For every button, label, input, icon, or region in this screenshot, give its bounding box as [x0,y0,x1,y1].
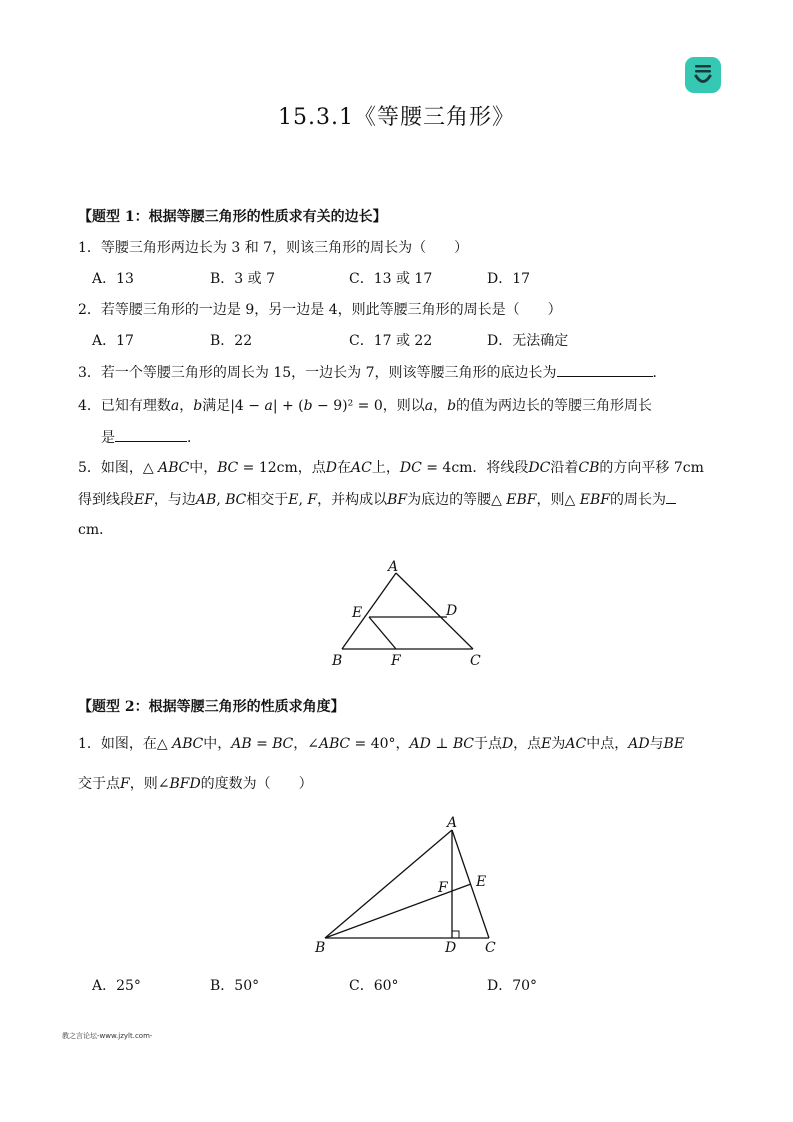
question-1-5-line1: 5．如图，△ 𝐴𝐵𝐶中，𝐵𝐶 = 12cm，点𝐷在𝐴𝐶上，𝐷𝐶 = 4cm．将线段𝐷𝐶沿着𝐶𝐵的方向平移 7cm [78,460,704,476]
q1-3-end: ． [652,365,667,381]
answer-blank[interactable] [557,362,653,377]
q1-2-option-a: A．17 [92,333,134,349]
q2-1-option-b: B．50° [210,978,260,994]
question-1-4-line1: 4．已知有理数𝑎，𝑏满足|4 − 𝑎| + (𝑏 − 9)² = 0，则以𝑎，𝑏的值为两边长的等腰三角形周长 [78,398,653,414]
question-1-3 [78,362,667,383]
q1-2-option-b: B．22 [210,333,253,349]
q2-1-option-a: A．25° [92,978,141,994]
question-1-2: 2．若等腰三角形的一边是 9，另一边是 4，则此等腰三角形的周长是（ ） [78,302,562,318]
fig2-label-a: A [447,815,458,831]
figure-2 [305,808,505,958]
segment-ab [325,830,452,938]
figure-1 [320,555,495,670]
logo-icon [685,57,721,93]
q1-4-text: 是 [101,430,115,446]
question-2-1-line1: 1．如图，在△ 𝐴𝐵𝐶中，𝐴𝐵 = 𝐵𝐶，∠𝐴𝐵𝐶 = 40°，𝐴𝐷 ⊥ 𝐵𝐶于点𝐷，点𝐸为𝐴𝐶中点，𝐴𝐷与𝐵𝐸 [78,736,685,752]
page-title: 15.3.1《等腰三角形》 [278,105,515,130]
fig1-label-f: F [391,653,401,669]
fig2-label-b: B [315,940,326,956]
segment-be [325,884,471,938]
segment-ac [396,573,473,649]
answer-blank[interactable] [666,489,676,504]
q1-2-option-d: D．无法确定 [487,333,569,349]
segment-ef [369,617,396,649]
q1-1-option-d: D．17 [487,271,531,287]
fig2-label-e: E [476,874,487,890]
q1-1-option-b: B．3 或 7 [210,271,276,287]
fig2-label-f: F [438,880,448,896]
q2-1-option-c: C．60° [349,978,399,994]
site-logo [685,57,721,93]
question-1-4-line2 [101,427,201,448]
fig1-label-d: D [446,603,458,619]
section-2-heading: 【题型 2：根据等腰三角形的性质求角度】 [78,699,345,715]
q1-5-text: 得到线段𝐸𝐹，与边𝐴𝐵, 𝐵𝐶相交于𝐸, 𝐹，并构成以𝐵𝐹为底边的等腰△ 𝐸𝐵𝐹，则△ 𝐸𝐵𝐹的周长为 [78,492,666,508]
question-1-1: 1．等腰三角形两边长为 3 和 7，则该三角形的周长为（ ） [78,240,469,256]
fig2-label-c: C [485,940,496,956]
q1-1-option-a: A．13 [92,271,134,287]
footer-text: 教之言论坛-www.jzylt.com- [62,1032,153,1040]
fig1-label-e: E [352,605,363,621]
q2-1-option-d: D．70° [487,978,538,994]
fig1-label-c: C [470,653,481,669]
question-1-5-line3: cm． [78,522,114,538]
q1-3-text: 3．若一个等腰三角形的周长为 15，一边长为 7，则该等腰三角形的底边长为 [78,365,557,381]
answer-blank[interactable] [115,427,187,442]
section-1-heading: 【题型 1：根据等腰三角形的性质求有关的边长】 [78,209,387,225]
right-angle-mark [452,931,459,938]
q1-1-option-c: C．13 或 17 [349,271,433,287]
fig1-label-a: A [388,559,399,575]
question-2-1-line2: 交于点𝐹，则∠𝐵𝐹𝐷的度数为（ ） [78,776,313,792]
fig1-label-b: B [332,653,343,669]
fig2-label-d: D [445,940,457,956]
q1-2-option-c: C．17 或 22 [349,333,433,349]
q1-4-end: ． [187,430,201,446]
question-1-5-line2 [78,489,676,510]
segment-ab [342,573,396,649]
